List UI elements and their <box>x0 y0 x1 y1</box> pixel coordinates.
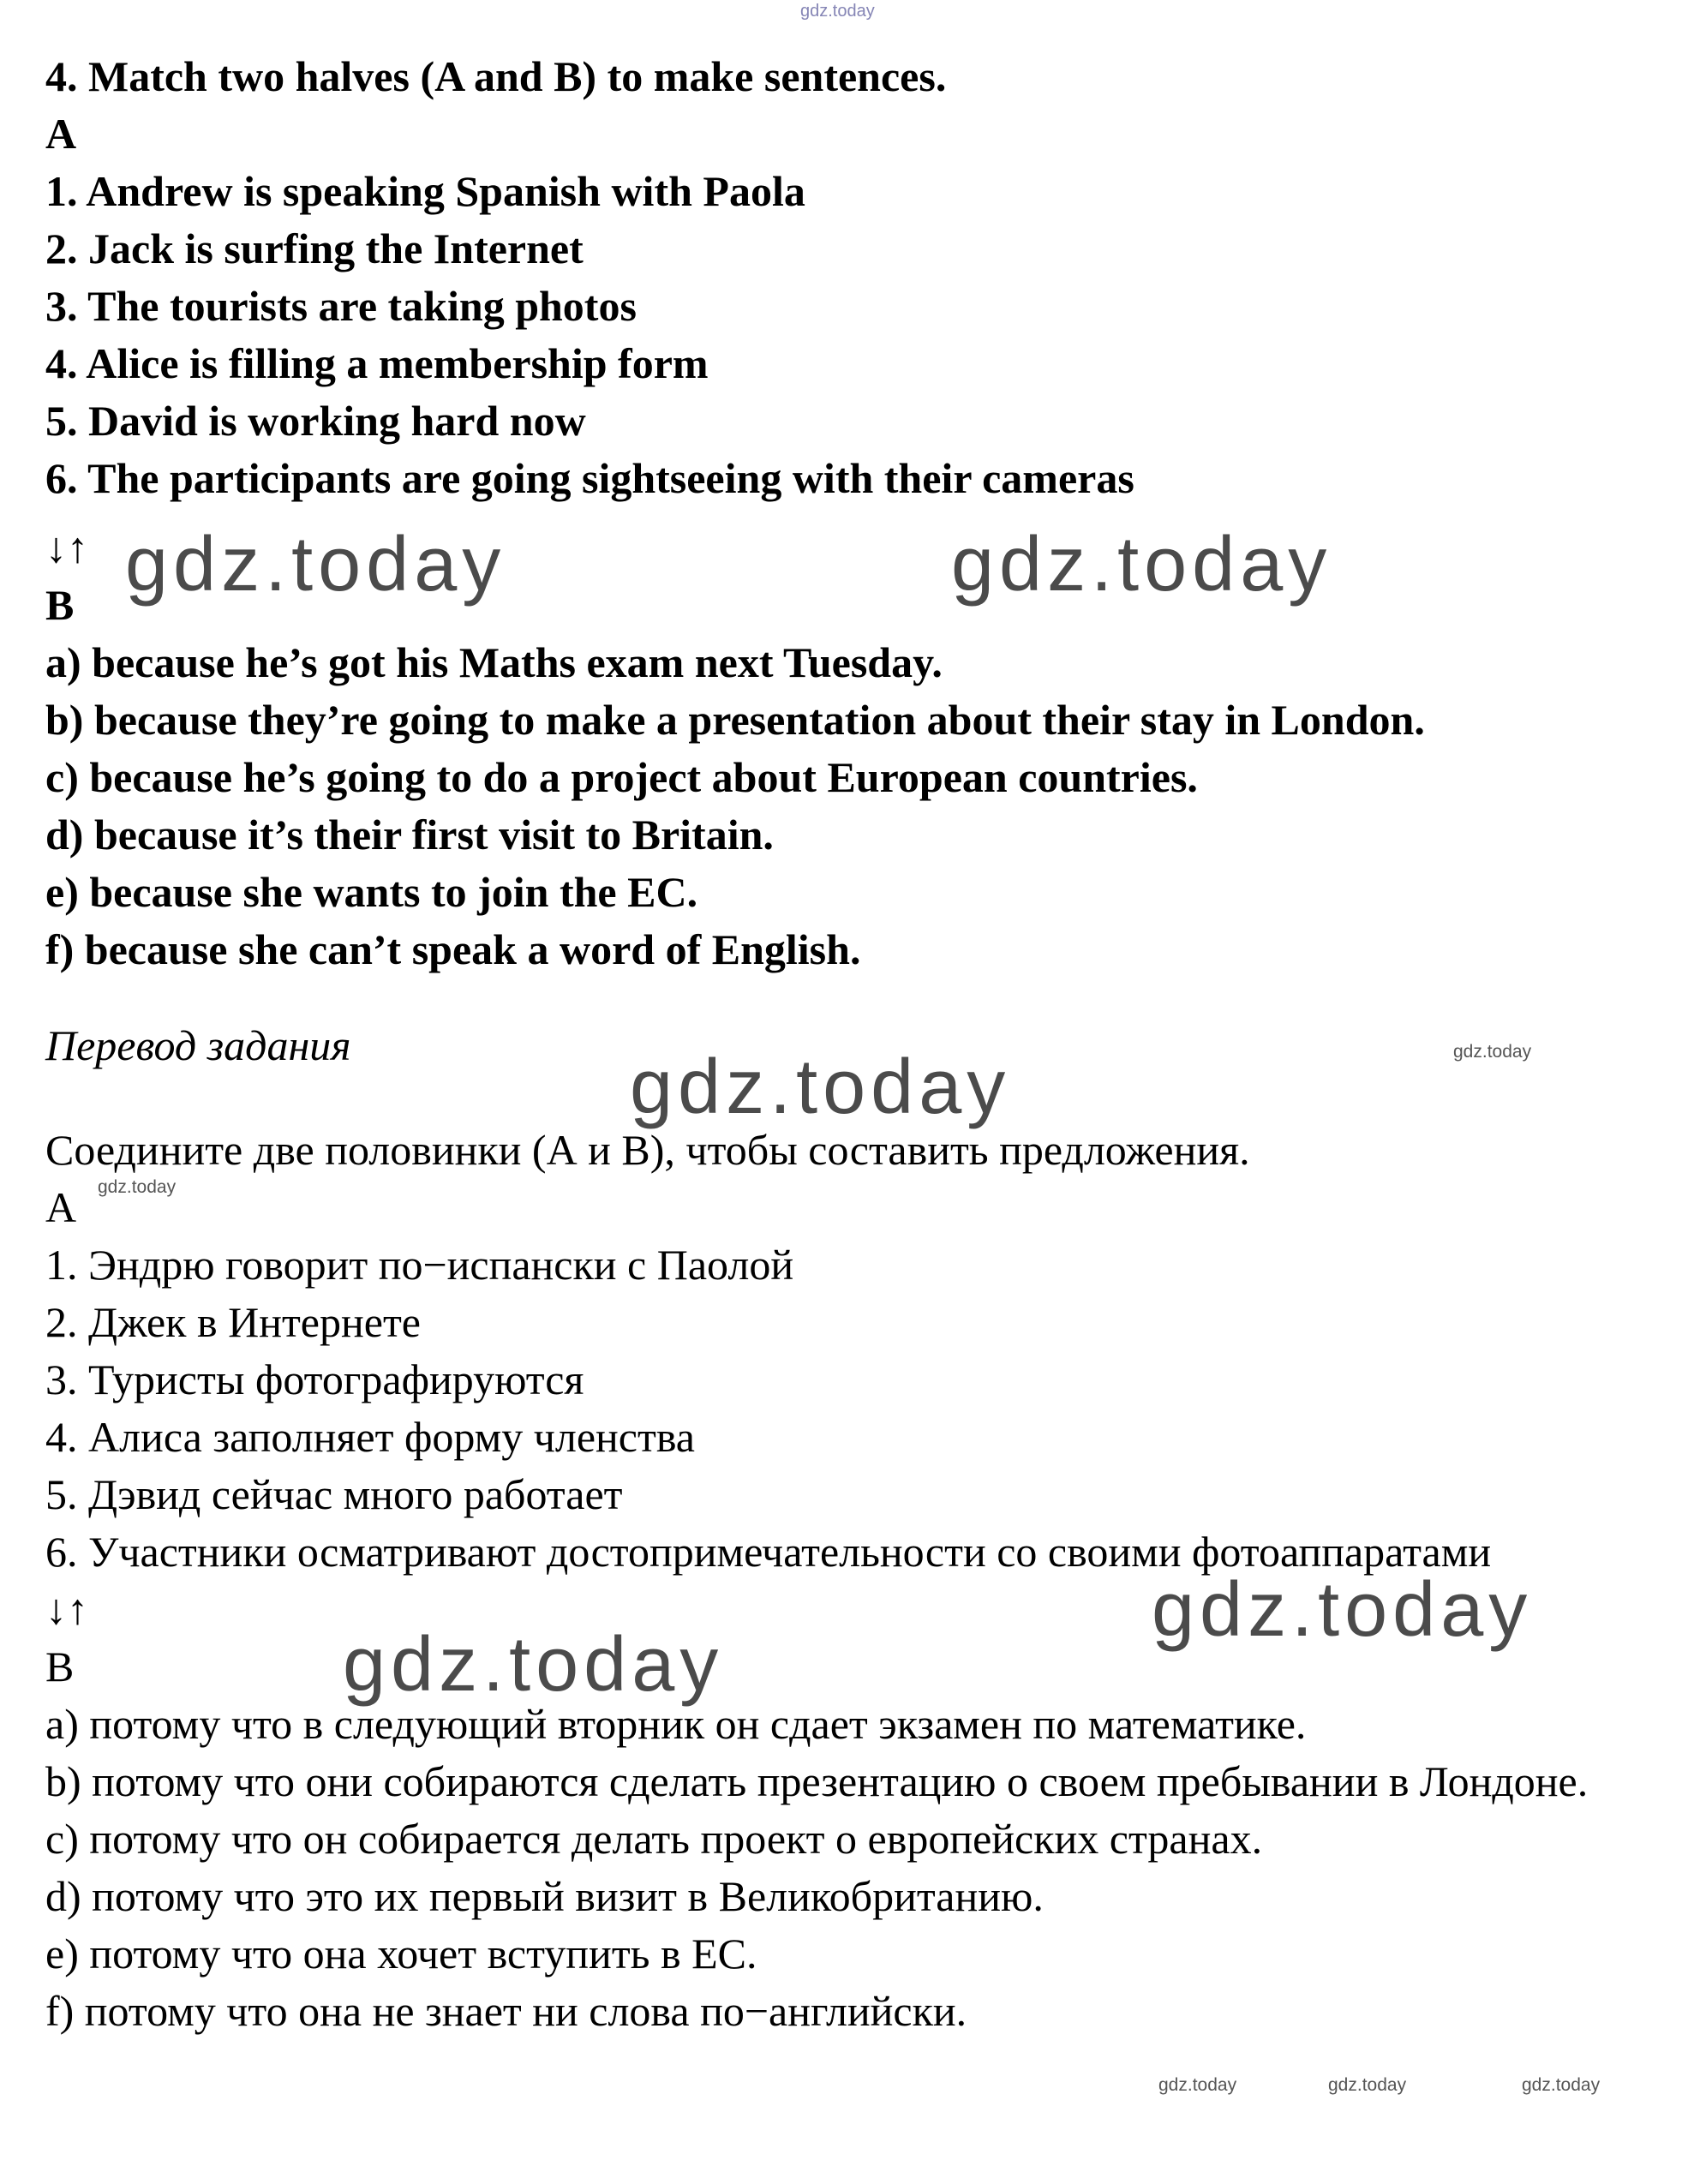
section-gap <box>45 978 1673 1017</box>
ru-b-item: c) потому что он собирается делать проект о европейских странах. <box>45 1815 1263 1863</box>
task-title: 4. Match two halves (A and B) to make sentences. <box>45 52 947 100</box>
en-a-item: 4. Alice is filling a membership form <box>45 339 709 387</box>
en-a-item: 3. The tourists are taking photos <box>45 282 637 330</box>
en-a-item: 6. The participants are going sightseeing with their cameras <box>45 454 1134 502</box>
section-b-label: B <box>45 581 75 629</box>
ru-b-item: e) потому что она хочет вступить в ЕС. <box>45 1930 757 1978</box>
ru-a-item: 6. Участники осматривают достопримечательности со своими фотоаппаратами <box>45 1528 1492 1576</box>
ru-section-b-label: B <box>45 1642 75 1690</box>
ru-a-item: 5. Дэвид сейчас много работает <box>45 1470 623 1518</box>
en-b-item: f) because she can’t speak a word of English. <box>45 925 861 973</box>
en-a-item: 1. Andrew is speaking Spanish with Paola <box>45 167 805 215</box>
en-b-item: d) because it’s their first visit to Britain. <box>45 811 774 859</box>
en-a-item: 2. Jack is surfing the Internet <box>45 224 584 272</box>
watermark-small-middle-right: gdz.today <box>1453 1042 1532 1062</box>
watermark-small-near-a: gdz.today <box>98 1177 177 1197</box>
section-a-label: A <box>45 110 77 158</box>
watermark-small-bottom-3: gdz.today <box>1522 2075 1601 2095</box>
watermark-small-bottom-1: gdz.today <box>1158 2075 1237 2095</box>
en-b-item: b) because they’re going to make a presentation about their stay in London. <box>45 696 1425 744</box>
watermark-large-en-right: gdz.today <box>951 522 1332 607</box>
ru-a-item: 2. Джек в Интернете <box>45 1298 421 1346</box>
section-gap <box>45 1074 1673 1122</box>
ru-a-item: 4. Алиса заполняет форму членства <box>45 1413 695 1461</box>
match-arrows-icon: ↓↑ <box>45 524 88 571</box>
ru-b-item: b) потому что они собираются сделать презентацию о своем пребывании в Лондоне. <box>45 1757 1589 1805</box>
watermark-large-en-left: gdz.today <box>125 522 506 607</box>
en-b-item: a) because he’s got his Maths exam next Tuesday. <box>45 638 943 686</box>
ru-b-item: f) потому что она не знает ни слова по−английски. <box>45 1987 967 2035</box>
ru-section-a-label: A <box>45 1183 77 1231</box>
translation-heading: Перевод задания <box>45 1021 351 1069</box>
en-b-item: c) because he’s going to do a project about European countries. <box>45 753 1198 801</box>
watermark-top: gdz.today <box>800 2 875 21</box>
match-arrows-icon: ↓↑ <box>45 1585 88 1633</box>
ru-b-item: d) потому что это их первый визит в Великобританию. <box>45 1872 1044 1920</box>
watermark-large-ru-right: gdz.today <box>1152 1567 1533 1653</box>
en-a-item: 5. David is working hard now <box>45 397 586 445</box>
watermark-small-bottom-2: gdz.today <box>1328 2075 1407 2095</box>
translation-intro: Соедините две половинки (А и В), чтобы составить предложения. <box>45 1126 1250 1174</box>
watermark-large-middle: gdz.today <box>630 1044 1011 1130</box>
watermark-large-ru-left: gdz.today <box>343 1622 724 1708</box>
ru-b-item: a) потому что в следующий вторник он сдает экзамен по математике. <box>45 1700 1307 1748</box>
en-b-item: e) because she wants to join the EC. <box>45 868 698 916</box>
ru-a-item: 1. Эндрю говорит по−испански с Паолой <box>45 1241 794 1289</box>
ru-a-item: 3. Туристы фотографируются <box>45 1355 584 1403</box>
